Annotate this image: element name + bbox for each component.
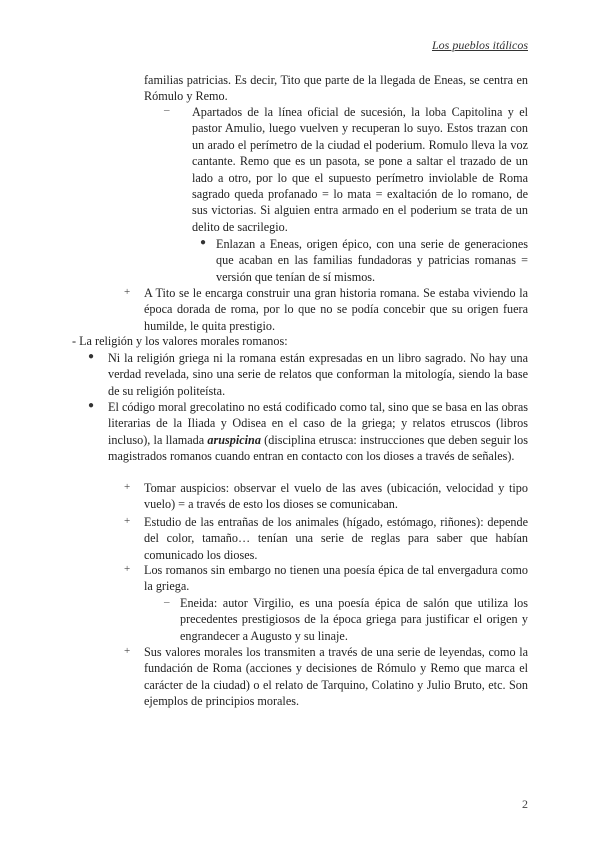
paragraph-codigo-moral (108, 399, 528, 465)
page-number: 2 (522, 797, 528, 811)
running-header: Los pueblos itálicos (431, 38, 528, 52)
dot-bullet: ● (88, 351, 95, 362)
paragraph-apartados: Apartados de la línea oficial de sucesión, la loba Capitolina y el pastor Amulio, luego vuelven y recuperan lo suyo. Estos trazan con un arado el perímetro de la ciudad el poderium. Romulo lleva la voz cantante. Remo que es un pasota, se pone a saltar el trazado de un lado a otro, por lo que el supuesto perímetro inviolable de Roma sagrado queda profanado = lo mata = exaltación de lo romano, de sus victorias. Si alguien entra armado en el poderium se trata de un delito de sacrilegio. (192, 105, 528, 234)
dot-bullet: ● (200, 237, 207, 248)
term-aruspicina: aruspicina (207, 432, 261, 447)
dash-bullet: – (164, 104, 170, 116)
paragraph-poesia-epica: Los romanos sin embargo no tienen una poesía épica de tal envergadura como la griega. (144, 563, 528, 594)
plus-bullet: + (124, 286, 131, 298)
paragraph-religion-griega: Ni la religión griega ni la romana están expresadas en un libro sagrado. No hay una verdad revelada, sino una serie de relatos que conforman la mitología, siendo la base de su religión politeísta. (108, 351, 528, 398)
paragraph-valores-morales: Sus valores morales los transmiten a través de una serie de leyendas, como la fundación de Roma (acciones y decisiones de Rómulo y Remo que marca el carácter de la ciudad) o el relato de Tarquino, Colatino y Julio Bruto, etc. Son ejemplos de principios morales. (144, 645, 528, 709)
plus-bullet: + (124, 645, 131, 657)
section-heading-religion: - La religión y los valores morales romanos: (72, 334, 288, 348)
paragraph-entranas: Estudio de las entrañas de los animales (hígado, estómago, riñones): depende del color, tamaño… tenían una serie de reglas para saber que habían comunicado los dioses. (144, 515, 528, 562)
paragraph-tito-familias: familias patricias. Es decir, Tito que parte de la llegada de Eneas, se centra en Rómulo y Remo. (144, 73, 528, 104)
dash-bullet: – (164, 596, 170, 608)
plus-bullet: + (124, 515, 131, 527)
paragraph-enlazan-eneas: Enlazan a Eneas, origen épico, con una serie de generaciones que acaban en las familias fundadoras y patricias romanas = versión que tenían de sí mismos. (216, 237, 528, 284)
paragraph-tito-historia: A Tito se le encarga construir una gran historia romana. Se estaba viviendo la época dorada de roma, por lo que no se podía concebir que su origen fuera humilde, le quita prestigio. (144, 286, 528, 333)
plus-bullet: + (124, 563, 131, 575)
codigo-moral-text-cont: (disciplina etrusca: instrucciones que deben seguir los magistrados romanos cuando entran en contacto con los dioses a través de señales). (108, 432, 528, 464)
codigo-moral-text: El código moral grecolatino no está codificado como tal, sino que se basa en las obras literarias de la Iliada y Odisea en el caso de la griega; y relatos etruscos (libros incluso), la llamada (108, 400, 528, 447)
paragraph-eneida: Eneida: autor Virgilio, es una poesía épica de salón que utiliza los precedentes prestigiosos de la época griega para justificar el origen y engrandecer a Augusto y su linaje. (180, 596, 528, 643)
plus-bullet: + (124, 481, 131, 493)
dot-bullet: ● (88, 400, 95, 411)
paragraph-auspicios: Tomar auspicios: observar el vuelo de las aves (ubicación, velocidad y tipo vuelo) = a través de esto los dioses se comunicaban. (144, 481, 528, 512)
